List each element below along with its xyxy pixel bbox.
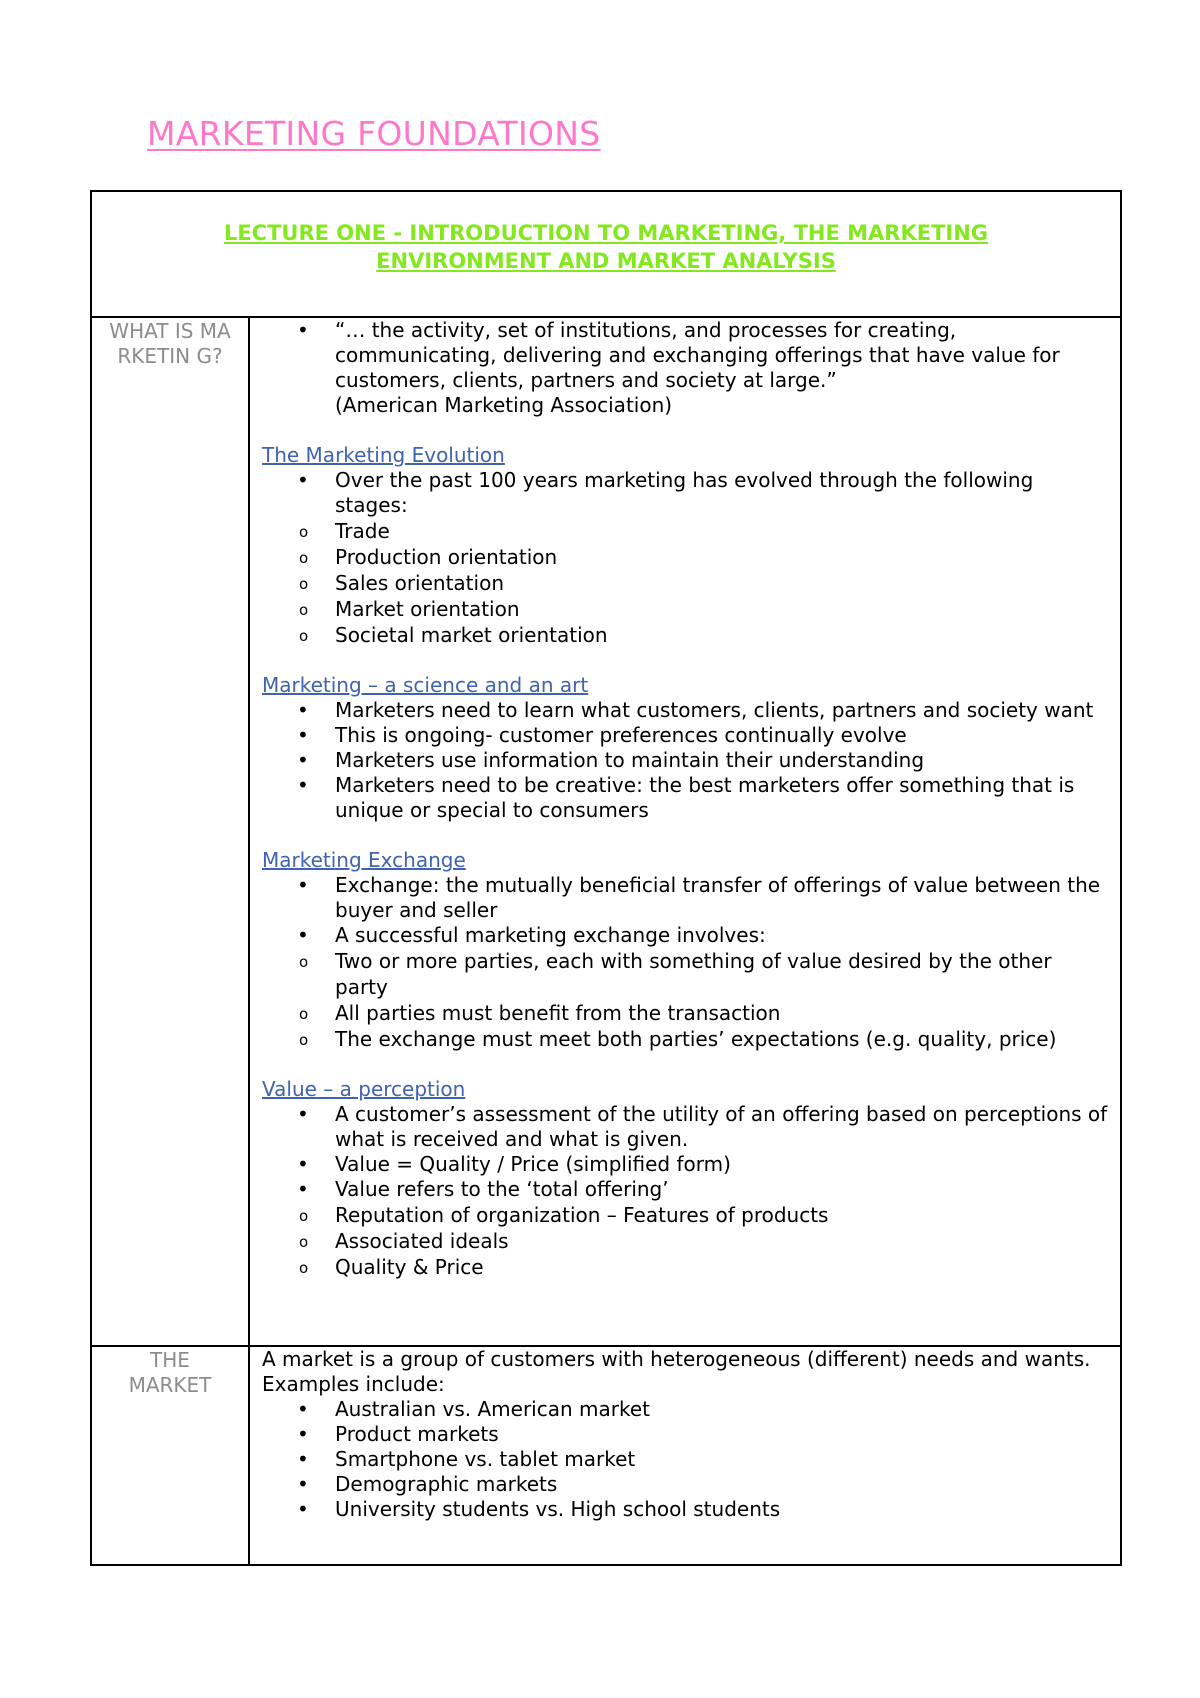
section-heading-science-art: Marketing – a science and an art (262, 673, 589, 697)
list-item: • A customer’s assessment of the utility of an offering based on perceptions of what is received and what is given. (262, 1102, 1108, 1152)
table-row-what-is-marketing (92, 318, 1120, 1347)
list-item: • Value = Quality / Price (simplified form) (262, 1152, 1108, 1177)
definition-list (262, 318, 1108, 393)
sub-list-item: o Reputation of organization – Features of products (262, 1202, 1108, 1228)
evolution-stages (262, 518, 1108, 648)
examples-label: Examples include: (262, 1372, 445, 1396)
science-art-list (262, 698, 1108, 823)
list-item: • Over the past 100 years marketing has evolved through the following stages: (262, 468, 1108, 518)
list-item: • Value refers to the ‘total offering’ (262, 1177, 1108, 1202)
sub-list-item: o Societal market orientation (262, 622, 1108, 648)
document-title: MARKETING FOUNDATIONS (147, 114, 601, 153)
row-label-text: WHAT IS MARKETIN G? (109, 319, 231, 368)
definition-citation: (American Marketing Association) (335, 393, 673, 417)
sub-list-item: o Sales orientation (262, 570, 1108, 596)
sub-list-item: o The exchange must meet both parties’ expectations (e.g. quality, price) (262, 1026, 1108, 1052)
list-item: • Smartphone vs. tablet market (262, 1447, 1108, 1472)
section-heading-evolution: The Marketing Evolution (262, 443, 505, 467)
list-item: • A successful marketing exchange involves: (262, 923, 1108, 948)
sub-list-item: o Trade (262, 518, 1108, 544)
evolution-list (262, 468, 1108, 518)
sub-list-item: o All parties must benefit from the transaction (262, 1000, 1108, 1026)
sub-list-item: o Production orientation (262, 544, 1108, 570)
list-item: • Marketers need to learn what customers, clients, partners and society want (262, 698, 1108, 723)
exchange-list (262, 873, 1108, 948)
list-item: • Product markets (262, 1422, 1108, 1447)
list-item: • Marketers use information to maintain their understanding (262, 748, 1108, 773)
market-definition: A market is a group of customers with heterogeneous (different) needs and wants. (262, 1347, 1091, 1371)
exchange-subs (262, 948, 1108, 1052)
section-heading-value: Value – a perception (262, 1077, 466, 1101)
sub-list-item: o Market orientation (262, 596, 1108, 622)
list-item: • This is ongoing- customer preferences continually evolve (262, 723, 1108, 748)
table-header-row (92, 192, 1120, 318)
row-label-the-market (92, 1347, 250, 1564)
row-label-text: THE MARKET (128, 1348, 212, 1397)
list-item: • Marketers need to be creative: the best marketers offer something that is unique or special to consumers (262, 773, 1108, 823)
sub-list-item: o Two or more parties, each with something of value desired by the other party (262, 948, 1108, 1000)
sub-list-item: o Associated ideals (262, 1228, 1108, 1254)
lecture-title: LECTURE ONE - INTRODUCTION TO MARKETING, THE MARKETING ENVIRONMENT AND MARKET ANALYSIS (223, 221, 989, 273)
table-row-the-market (92, 1347, 1120, 1564)
row-content-the-market (250, 1347, 1120, 1564)
section-heading-exchange: Marketing Exchange (262, 848, 466, 872)
list-item: • Australian vs. American market (262, 1397, 1108, 1422)
row-content-what-is-marketing (250, 318, 1120, 1345)
row-label-what-is-marketing (92, 318, 250, 1345)
value-subs (262, 1202, 1108, 1280)
market-examples-list (262, 1397, 1108, 1522)
list-item: • University students vs. High school students (262, 1497, 1108, 1522)
sub-list-item: o Quality & Price (262, 1254, 1108, 1280)
definition-bullet: • “… the activity, set of institutions, and processes for creating, communicating, delivering and exchanging offerings that have value for customers, clients, partners and society at large.” (262, 318, 1108, 393)
list-item: • Demographic markets (262, 1472, 1108, 1497)
notes-table (90, 190, 1122, 1566)
value-list (262, 1102, 1108, 1202)
list-item: • Exchange: the mutually beneficial transfer of offerings of value between the buyer and seller (262, 873, 1108, 923)
